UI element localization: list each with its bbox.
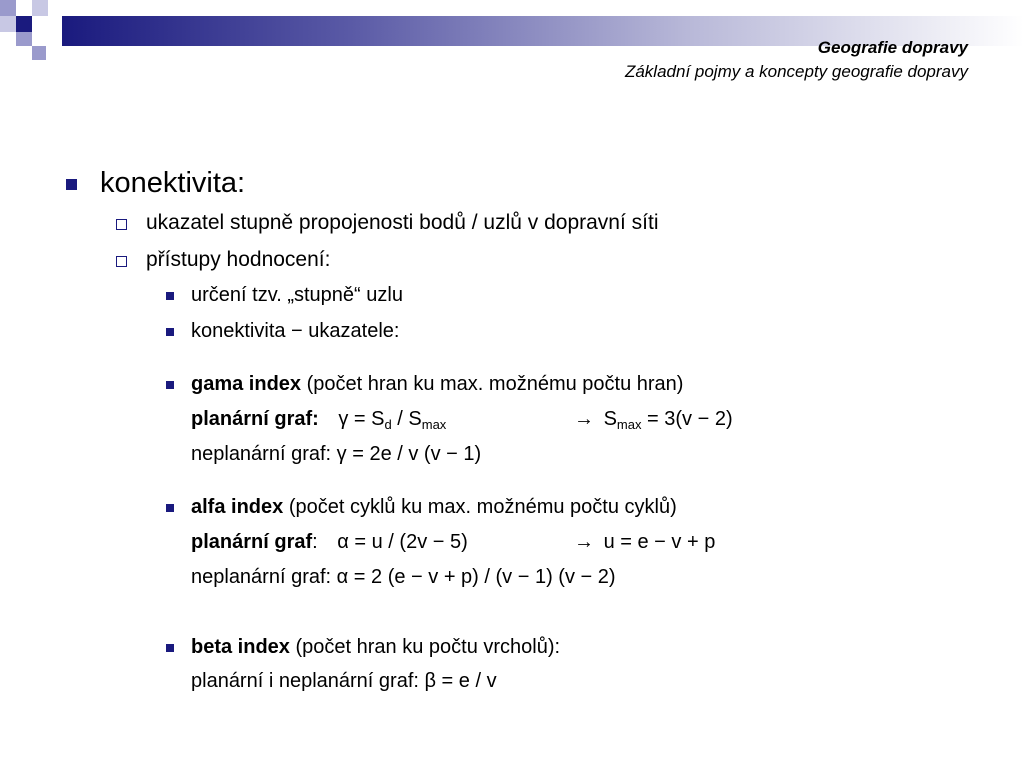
- beta-formula: planární i neplanární graf: β = e / v: [191, 670, 497, 692]
- right-arrow-icon: →: [574, 408, 594, 430]
- alfa-planar-formula: [191, 531, 468, 554]
- alfa-result: u = e − v + p: [603, 531, 716, 553]
- alfa-index-desc: (počet cyklů ku max. možnému počtu cyklů): [283, 496, 677, 518]
- square-bullet-icon: [66, 179, 77, 190]
- alfa-index-heading: [191, 496, 677, 519]
- small-square-bullet-icon: [166, 328, 174, 336]
- gama-planar-label: planární graf:: [191, 408, 319, 430]
- gama-planar-formula-a: γ = S: [338, 408, 385, 430]
- beta-index-title: beta index: [191, 636, 290, 658]
- gama-planar-formula-b: / S: [391, 408, 422, 430]
- gama-sub-max: max: [421, 417, 447, 432]
- gama-sub-d: d: [384, 417, 392, 432]
- gama-result-b: = 3(v − 2): [641, 408, 733, 430]
- bullet-pristupy: přístupy hodnocení:: [146, 248, 331, 271]
- gama-result-sub: max: [616, 417, 642, 432]
- beta-index-desc: (počet hran ku počtu vrcholů):: [289, 636, 561, 658]
- gama-nonplanar-formula: neplanární graf: γ = 2e / v (v − 1): [191, 443, 482, 465]
- small-square-bullet-icon: [166, 381, 174, 389]
- alfa-planar-label: planární graf: [191, 531, 313, 553]
- slide-subtitle: Základní pojmy a koncepty geografie dopravy: [624, 62, 968, 81]
- bullet-urceni: určení tzv. „stupně“ uzlu: [191, 284, 403, 306]
- small-square-bullet-icon: [166, 504, 174, 512]
- gama-index-title: gama index: [191, 373, 302, 395]
- hollow-square-bullet-icon: [116, 256, 127, 267]
- gama-index-heading: [191, 373, 683, 396]
- gama-index-desc: (počet hran ku max. možnému počtu hran): [301, 373, 684, 395]
- alfa-planar-formula-text: α = u / (2v − 5): [337, 531, 468, 553]
- beta-index-heading: [191, 636, 560, 659]
- small-square-bullet-icon: [166, 292, 174, 300]
- bullet-konektivita-ukazatele: konektivita − ukazatele:: [191, 320, 400, 342]
- hollow-square-bullet-icon: [116, 219, 127, 230]
- right-arrow-icon: →: [574, 531, 594, 553]
- bullet-ukazatel: ukazatel stupně propojenosti bodů / uzlů v dopravní síti: [146, 211, 659, 234]
- alfa-planar-colon: :: [312, 531, 318, 553]
- alfa-nonplanar-formula: neplanární graf: α = 2 (e − v + p) / (v − 1) (v − 2): [191, 566, 616, 588]
- bullet-konektivita: konektivita:: [100, 167, 246, 199]
- course-title: Geografie dopravy: [817, 38, 968, 57]
- small-square-bullet-icon: [166, 644, 174, 652]
- gama-result-a: S: [603, 408, 617, 430]
- alfa-index-title: alfa index: [191, 496, 284, 518]
- gama-planar-result: [574, 408, 733, 431]
- gama-planar-formula: [191, 408, 446, 431]
- alfa-planar-result: [574, 531, 715, 554]
